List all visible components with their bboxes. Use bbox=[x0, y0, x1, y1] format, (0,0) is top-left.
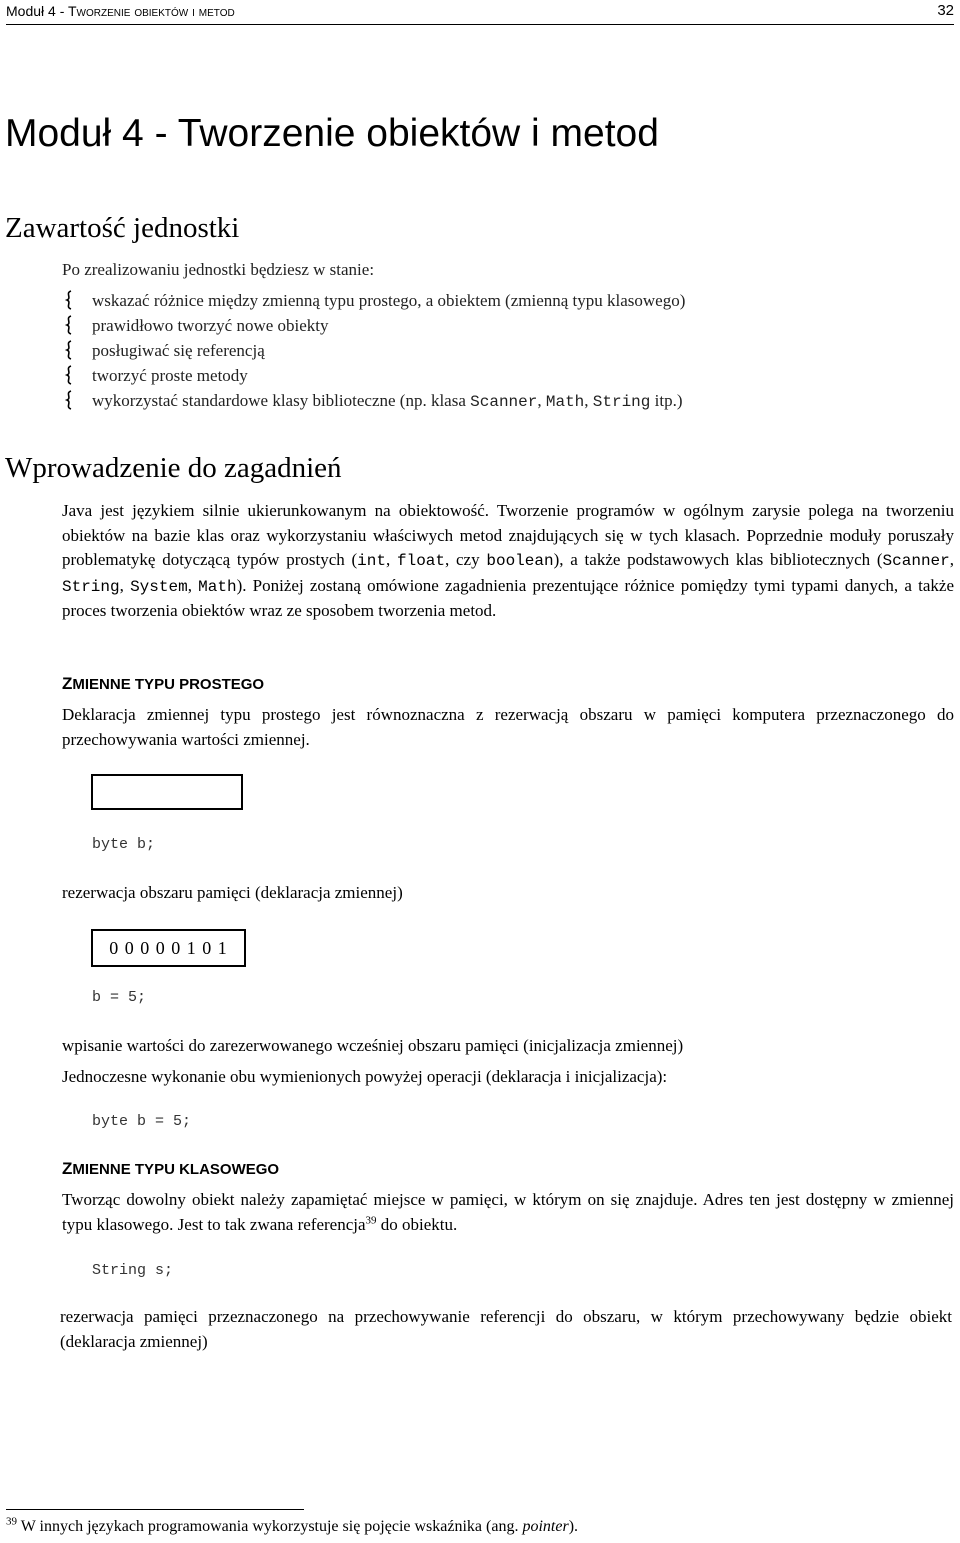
list-item: wykorzystać standardowe klasy biblioteczne (np. klasa Scanner, Math, String itp.) bbox=[62, 388, 942, 413]
code-assignment: b = 5; bbox=[92, 989, 147, 1006]
contents-intro: Po zrealizowaniu jednostki będziesz w stanie: bbox=[62, 260, 375, 279]
section-heading-intro: Wprowadzenie do zagadnień bbox=[5, 452, 342, 484]
footnote: $^{39}$ W innych językach programowania wykorzystuje się pojęcie wskaźnika (ang. pointer). bbox=[6, 1515, 579, 1535]
caption-initialization: wpisanie wartości do zarezerwowanego wcześniej obszaru pamięci (inicjalizacja zmiennej) bbox=[62, 1036, 684, 1055]
objectives-list bbox=[62, 288, 942, 413]
list-item: posługiwać się referencją bbox=[62, 338, 942, 363]
bullet-icon bbox=[64, 315, 74, 335]
page-number: 32 bbox=[937, 2, 954, 19]
memory-cell-empty bbox=[91, 774, 243, 810]
running-header bbox=[6, 0, 954, 25]
intro-paragraph: Java jest językiem silnie ukierunkowanym na obiektowość. Tworzenie programów w ogólnym zarysie polega na tworzeniu obiektów na bazie klas oraz wykorzystaniu właściwych metod znajdujących się w tych klasach. Poprzednie moduły poruszały problematykę dotyczącą typów prostych (int, float, czy boolean), a także podstawowych klas bibliotecznych (Scanner, String, System, Math). Poniżej zostaną omówione zagadnienia prezentujące różnice pomiędzy tymi typami danych, a także proces tworzenia obiektów wraz ze sposobem tworzenia metod. bbox=[62, 501, 955, 620]
memory-cell-filled bbox=[91, 929, 246, 967]
list-item: wskazać różnice między zmienną typu prostego, a obiektem (zmienną typu klasowego) bbox=[62, 288, 942, 313]
code-string-declaration: String s; bbox=[92, 1262, 174, 1279]
bullet-icon bbox=[64, 365, 74, 385]
header-title: Moduł 4 - Tworzenie obiektów i metod bbox=[6, 3, 235, 19]
module-title: Moduł 4 - Tworzenie obiektów i metod bbox=[5, 112, 659, 155]
bullet-icon bbox=[64, 390, 74, 410]
primitive-paragraph: Deklaracja zmiennej typu prostego jest równoznaczna z rezerwacją obszaru w pamięci komputera przeznaczonego do przechowywania wartości zmiennej. bbox=[62, 705, 954, 749]
bullet-icon bbox=[64, 290, 74, 310]
memory-bits: 0 0 0 0 0 1 0 1 bbox=[109, 938, 228, 958]
caption-declaration: rezerwacja obszaru pamięci (deklaracja zmiennej) bbox=[62, 883, 403, 902]
list-item: prawidłowo tworzyć nowe obiekty bbox=[62, 313, 942, 338]
code-byte-declaration: byte b; bbox=[92, 836, 156, 853]
bullet-icon bbox=[64, 340, 74, 360]
list-item: tworzyć proste metody bbox=[62, 363, 942, 388]
class-type-paragraph: Tworząc dowolny obiekt należy zapamiętać miejsce w pamięci, w którym on się znajduje. Adres ten jest dostępny w zmiennej typu klasowego. Jest to tak zwana referencja$^{39}$ do obiektu. bbox=[62, 1190, 954, 1234]
section-heading-contents: Zawartość jednostki bbox=[5, 212, 240, 244]
footnote-ref: 39 bbox=[365, 1213, 377, 1226]
code-byte-init: byte b = 5; bbox=[92, 1113, 192, 1130]
footnote-rule bbox=[6, 1509, 304, 1510]
combined-paragraph: Jednoczesne wykonanie obu wymienionych powyżej operacji (deklaracja i inicjalizacja): bbox=[62, 1067, 668, 1086]
subheading-class-type: ZMIENNE TYPU KLASOWEGO bbox=[62, 1159, 280, 1178]
subheading-primitive: ZMIENNE TYPU PROSTEGO bbox=[62, 674, 265, 693]
caption-reference: rezerwacja pamięci przeznaczonego na przechowywanie referencji do obszaru, w którym przechowywany będzie obiekt (deklaracja zmiennej) bbox=[60, 1307, 952, 1351]
